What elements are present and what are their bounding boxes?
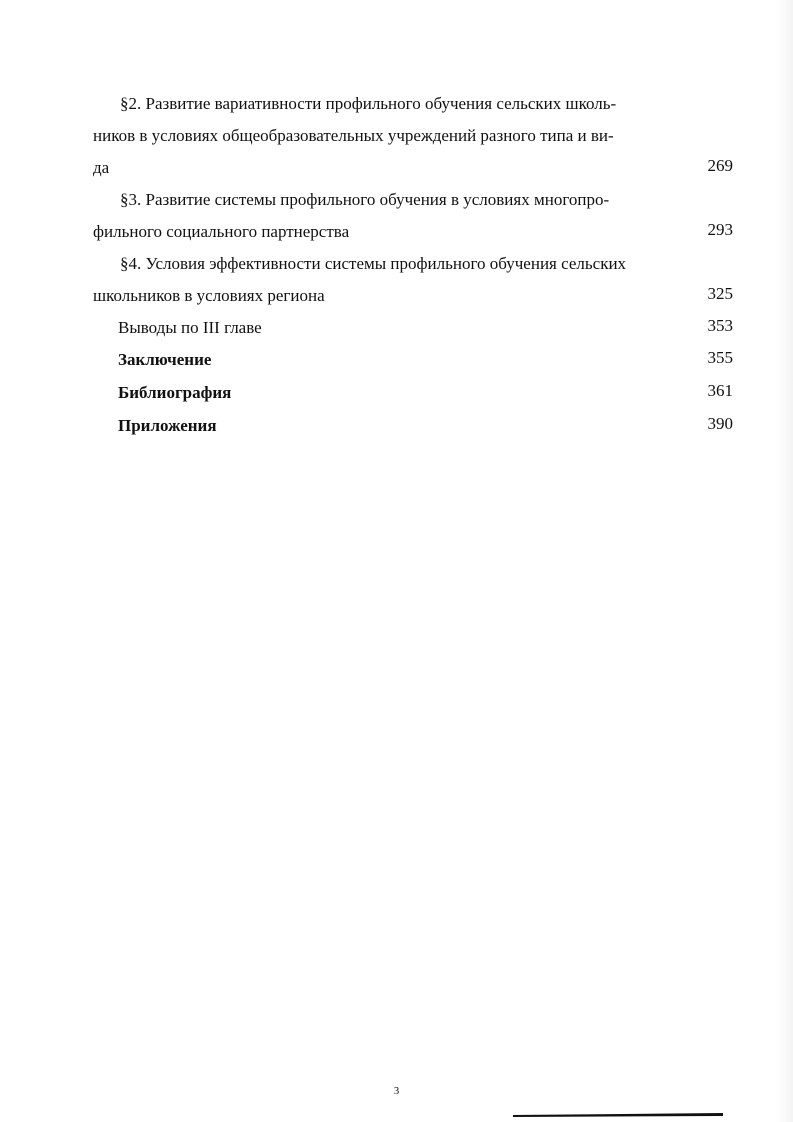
toc-entry-4-line-1: §4. Условия эффективности системы профильного обучения сельских bbox=[120, 254, 627, 273]
toc-entry-3-line-2: фильного социального партнерства bbox=[93, 222, 350, 241]
toc-entry-2-line-2: ников в условиях общеобразовательных учреждений разного типа и ви- bbox=[93, 126, 614, 145]
toc-entry-2-line-1: §2. Развитие вариативности профильного обучения сельских школь- bbox=[120, 94, 617, 113]
toc-entry-4-page: 325 bbox=[707, 284, 733, 303]
toc-entry-2-page: 269 bbox=[707, 156, 733, 175]
toc-entry-conclusions-page: 353 bbox=[707, 316, 733, 335]
toc-entry-3-page: 293 bbox=[707, 220, 733, 239]
toc-entry-appendices-page: 390 bbox=[707, 414, 733, 433]
toc-entry-conclusion-page: 355 bbox=[707, 348, 733, 367]
toc-entry-bibliography-page: 361 bbox=[707, 381, 733, 400]
toc-entry-conclusion-label: Заключение bbox=[118, 350, 212, 369]
scan-mark-line bbox=[513, 1113, 723, 1117]
page-number: 3 bbox=[393, 1085, 400, 1097]
toc-entry-2-line-3: да bbox=[93, 158, 110, 177]
toc-entry-4-line-2: школьников в условиях региона bbox=[93, 286, 325, 305]
toc-entry-3-line-1: §3. Развитие системы профильного обучения в условиях многопро- bbox=[120, 190, 610, 209]
scan-edge-shade bbox=[777, 0, 793, 1122]
toc-entry-bibliography-label: Библиография bbox=[118, 383, 232, 402]
toc-entry-appendices-label: Приложения bbox=[118, 416, 217, 435]
toc-entry-conclusions-label: Выводы по III главе bbox=[118, 318, 262, 337]
